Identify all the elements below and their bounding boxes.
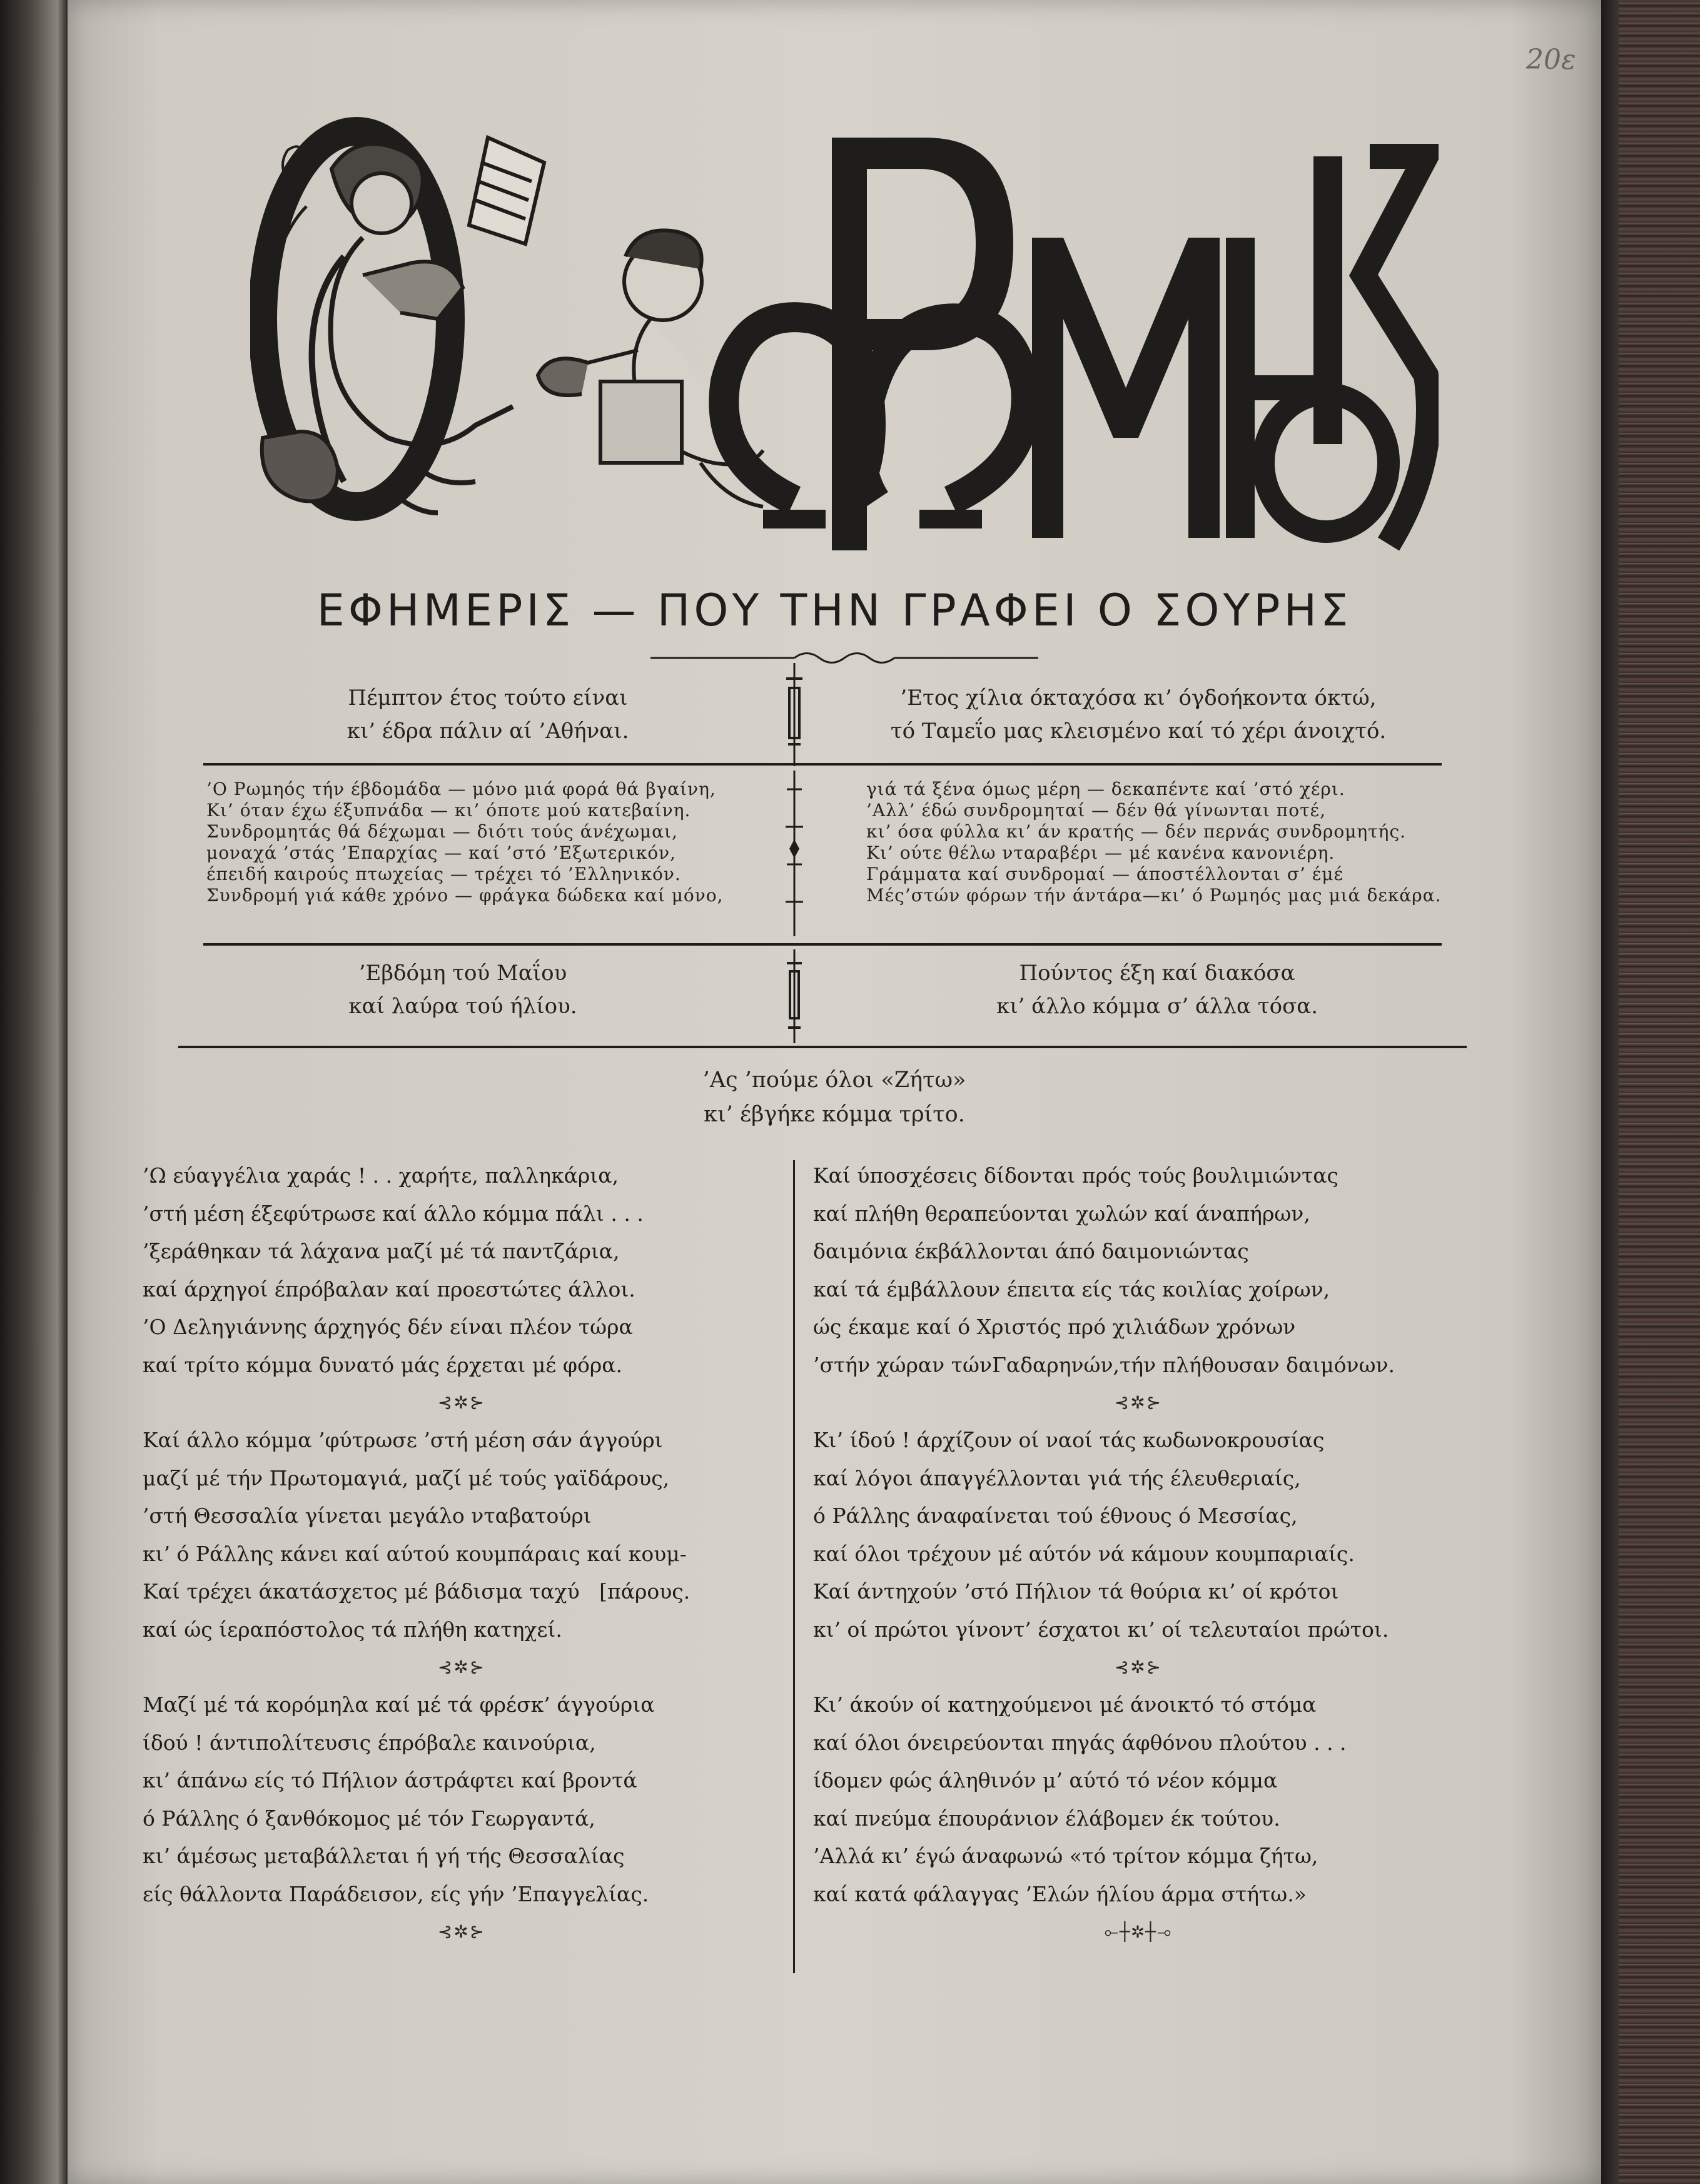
column-right [813,1157,1464,1951]
date-right-line-1: Πούντος έξη καί διακόσα [1019,961,1295,986]
intro-right [838,682,1439,748]
end-ornament: ⟜┼✲┼⊸ [1104,1921,1173,1942]
verse-line: Κι’ ίδού ! άρχίζουν οί ναοί τάς κωδωνοκρουσίας [813,1428,1325,1452]
intro-left [263,682,713,748]
verse-line: καί πλήθη θεραπεύονται χωλών καί άναπήρων, [813,1201,1310,1226]
masthead-eta-letter-icon [1226,156,1342,538]
subtitle-flourish-icon [650,645,1038,670]
rule-1 [203,763,1442,766]
verse-line: ’Ω εύαγγέλια χαράς ! . . χαρήτε, παλληκάρια, [143,1163,619,1188]
stanza-ornament: ⊰✲⊱ [1114,1392,1163,1413]
verse-line: ό Ράλλης ό ξανθόκομος μέ τόν Γεωργαντά, [143,1806,595,1831]
verse-line: κι’ άμέσως μεταβάλλεται ή γή τής Θεσσαλίας [143,1844,625,1868]
verse-line: ’στήν χώραν τώνΓαδαρηνών,τήν πλήθουσαν δαιμόνων. [813,1352,1395,1377]
column-divider [793,1160,795,1973]
verse-line: καί τά έμβάλλουν έπειτα είς τάς κοιλίας χοίρων, [813,1277,1330,1302]
verse-line: κι’ ό Ράλλης κάνει καί αύτού κουμπάραις καί κουμ- [143,1541,687,1566]
verse-continuation: [πάρους. [599,1579,691,1604]
subscription-left [206,779,769,906]
verse-line: καί όλοι τρέχουν μέ αύτόν νά κάμουν κουμπαριαίς. [813,1541,1355,1566]
rule-2 [203,943,1442,946]
subscription-right-line: Γράμματα καί συνδρομαί — άποστέλλονται σ’ έμέ [866,864,1343,884]
verse-line: καί πνεύμα έπουράνιον έλάβομεν έκ τούτου. [813,1806,1280,1831]
verse-line: ’στή μέση έξεφύτρωσε καί άλλο κόμμα πάλι . . . [143,1201,644,1226]
verse-line: ’Ο Δεληγιάννης άρχηγός δέν είναι πλέον τώρα [143,1315,633,1339]
stanza-ornament: ⊰✲⊱ [437,1921,486,1942]
subscription-left-line: ’Ο Ρωμηός τήν έβδομάδα — μόνο μιά φορά θά βγαίνη, [206,779,716,799]
masthead-mu-letter-icon [1032,238,1220,538]
subscription-right-line: κι’ όσα φύλλα κι’ άν κρατής — δέν περνάς συνδρομητής. [866,821,1407,842]
epigraph-line-2: κι’ έβγήκε κόμμα τρίτο. [704,1102,965,1127]
verse-line: είς θάλλοντα Παράδεισον, είς γήν ’Επαγγελίας. [143,1881,649,1906]
book-binding-left [0,0,68,2184]
subscription-left-line: Συνδρομητάς θά δέχωμαι — διότι τούς άνέχωμαι, [206,821,678,842]
seated-man-illustration-icon [262,138,544,513]
column-left [143,1157,781,1951]
stanza-ornament: ⊰✲⊱ [437,1392,486,1413]
center-ornament-2-icon [781,771,808,936]
date-right-line-2: κι’ άλλο κόμμα σ’ άλλα τόσα. [996,994,1318,1019]
page-number: 20ε [1526,44,1576,76]
verse-line: ό Ράλλης άναφαίνεται τού έθνους ό Μεσσίας, [813,1504,1298,1528]
book-binding-right [1601,0,1700,2184]
verse-line [143,1573,781,1611]
center-ornament-3-icon [781,949,808,1043]
subscription-right [866,779,1454,906]
verse-line: ’ξεράθηκαν τά λάχανα μαζί μέ τά παντζάρια, [143,1239,620,1263]
verse-line: καί ώς ίεραπόστολος τά πλήθη κατηχεί. [143,1617,562,1642]
masthead [250,113,1439,563]
verse-line: ’Αλλά κι’ έγώ άναφωνώ «τό τρίτον κόμμα ζήτω, [813,1844,1318,1868]
subscription-left-line: Κι’ όταν έχω έξυπνάδα — κι’ όποτε μού κατεβαίνη. [206,800,691,821]
subscription-right-line: ’Αλλ’ έδώ συνδρομηταί — δέν θά γίνωνται ποτέ, [866,800,1326,821]
center-ornament-1-icon [779,663,810,766]
verse-line: ώς έκαμε καί ό Χριστός πρό χιλιάδων χρόνων [813,1315,1296,1339]
verse-line: Καί άντηχούν ’στό Πήλιον τά θούρια κι’ οί κρότοι [813,1579,1339,1604]
subscription-right-line: Μές’στών φόρων τήν άντάρα—κι’ ό Ρωμηός μας μιά δεκάρα. [866,885,1442,906]
intro-left-line-2: κι’ έδρα πάλιν αί ’Αθήναι. [347,719,629,744]
date-right [932,957,1382,1023]
verse-line: Καί ύποσχέσεις δίδονται πρός τούς βουλιμιώντας [813,1163,1339,1188]
date-left [269,957,657,1023]
verse-line: καί τρίτο κόμμα δυνατό μάς έρχεται μέ φόρα. [143,1352,623,1377]
intro-left-line-1: Πέμπτον έτος τούτο είναι [348,685,628,710]
verse-line: ίδομεν φώς άληθινόν μ’ αύτό τό νέον κόμμα [813,1768,1278,1792]
verse-line: Καί άλλο κόμμα ’φύτρωσε ’στή μέση σάν άγγούρι [143,1428,663,1452]
epigraph-line-1: ’Ας ’πούμε όλοι «Ζήτω» [702,1068,966,1093]
verse-line: κι’ άπάνω είς τό Πήλιον άστράφτει καί βροντά [143,1768,637,1792]
date-left-line-2: καί λαύρα τού ήλίου. [348,994,577,1019]
epigraph [68,1063,1601,1132]
subscription-right-line: Κι’ ούτε θέλω νταραβέρι — μέ κανένα κανονιέρη. [866,842,1335,863]
verse-line: ’στή Θεσσαλία γίνεται μεγάλο νταβατούρι [143,1504,592,1528]
subscription-left-line: Συνδρομή γιά κάθε χρόνο — φράγκα δώδεκα καί μόνο, [206,885,724,906]
subscription-left-line: μοναχά ’στάς ’Επαρχίας — καί ’στό ’Εξωτερικόν, [206,842,677,863]
date-left-line-1: ’Εβδόμη τού Μαΐου [358,961,567,986]
stanza-ornament: ⊰✲⊱ [437,1657,486,1677]
verse-line-text: Καί τρέχει άκατάσχετος μέ βάδισμα ταχύ [143,1579,580,1604]
verse-line: καί κατά φάλαγγας ’Ελών ήλίου άρμα στήτω.» [813,1881,1307,1906]
verse-line: καί άρχηγοί έπρόβαλαν καί προεστώτες άλλοι. [143,1277,635,1302]
verse-line: μαζί μέ τήν Πρωτομαγιά, μαζί μέ τούς γαϊδάρους, [143,1465,670,1490]
verse-line: Κι’ άκούν οί κατηχούμενοι μέ άνοικτό τό στόμα [813,1692,1317,1717]
stanza-ornament: ⊰✲⊱ [1114,1657,1163,1677]
verse-line: κι’ οί πρώτοι γίνοντ’ έσχατοι κι’ οί τελευταίοι πρώτοι. [813,1617,1389,1642]
masthead-logo [250,113,1439,563]
intro-right-line-1: ’Ετος χίλια όκταχόσα κι’ όγδοήκοντα όκτώ, [900,685,1377,710]
verse-line: δαιμόνια έκβάλλονται άπό δαιμονιώντας [813,1239,1249,1263]
verse-line: καί όλοι όνειρεύονται πηγάς άφθόνου πλούτου . . . [813,1730,1347,1755]
masthead-subtitle: ΕΦΗΜΕΡΙΣ — ΠΟΥ ΤΗΝ ΓΡΑΦΕΙ Ο ΣΟΥΡΗΣ [316,585,1352,636]
subscription-right-line: γιά τά ξένα όμως μέρη — δεκαπέντε καί ’στό χέρι. [866,779,1345,799]
subscription-left-line: έπειδή καιρούς πτωχείας — τρέχει τό ’Ελληνικόν. [206,864,681,884]
rule-3 [178,1046,1467,1048]
verse-line: ίδού ! άντιπολίτευσις έπρόβαλε καινούρια, [143,1730,596,1755]
masthead-omega-letter-icon [724,317,1026,519]
verse-line: Μαζί μέ τά κορόμηλα καί μέ τά φρέσκ’ άγγούρια [143,1692,655,1717]
intro-right-line-2: τό Ταμεΐο μας κλεισμένο καί τό χέρι άνοιχτό. [890,719,1387,744]
verse-line: καί λόγοι άπαγγέλλονται γιά τής έλευθεριαίς, [813,1465,1301,1490]
